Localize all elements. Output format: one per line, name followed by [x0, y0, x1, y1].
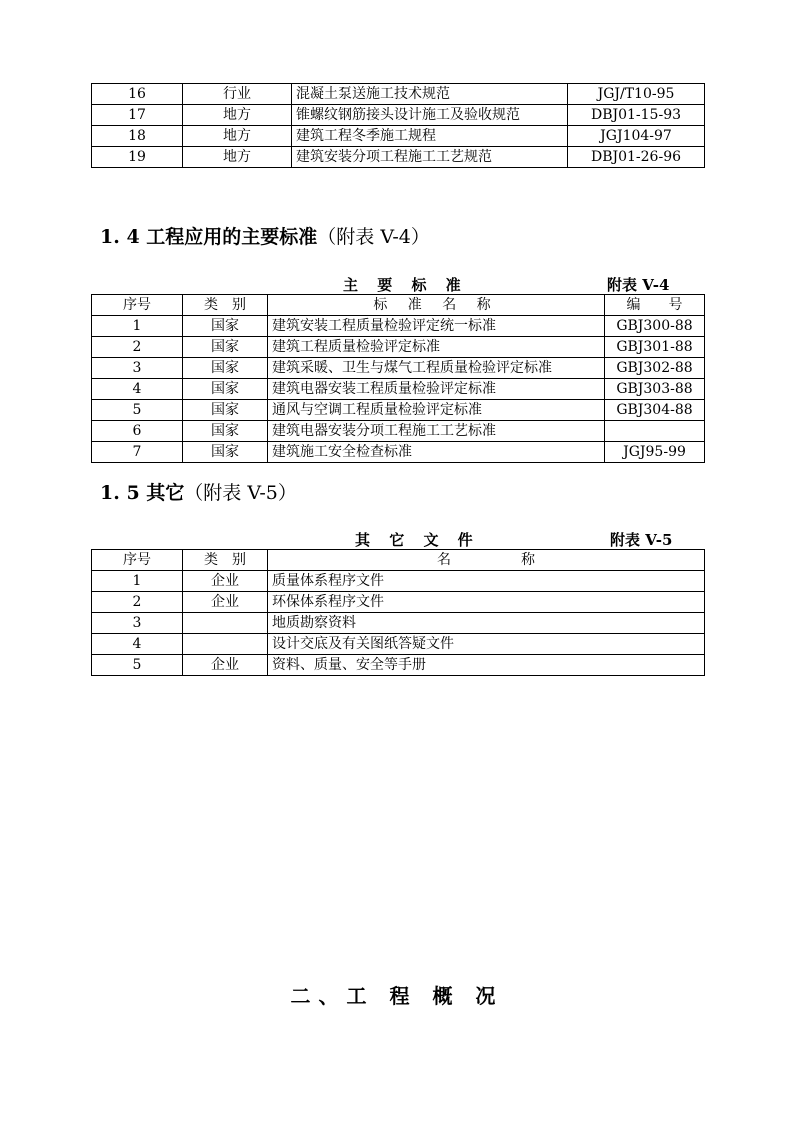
table-row: [92, 358, 705, 379]
section-heading-text: 1. 5 其它: [100, 482, 185, 504]
cell-no: 2: [92, 592, 183, 613]
table-row: [92, 442, 705, 463]
cell-no: 1: [92, 571, 183, 592]
cell-name: 地质勘察资料: [268, 613, 705, 634]
cell-category: 地方: [183, 126, 292, 147]
cell-no: 7: [92, 442, 183, 463]
table-row: [92, 337, 705, 358]
header-name: 名 称: [268, 550, 705, 571]
cell-no: 18: [92, 126, 183, 147]
cell-category: 国家: [183, 337, 268, 358]
table-row: [92, 613, 705, 634]
cell-category: 国家: [183, 358, 268, 379]
cell-no: 5: [92, 400, 183, 421]
cell-category: 地方: [183, 105, 292, 126]
cell-name: 质量体系程序文件: [268, 571, 705, 592]
header-code: 编 号: [605, 295, 705, 316]
section-heading-1-5: [100, 478, 297, 505]
cell-no: 4: [92, 634, 183, 655]
section-heading-text: 1. 4 工程应用的主要标准: [100, 226, 318, 248]
cell-no: 6: [92, 421, 183, 442]
cell-no: 5: [92, 655, 183, 676]
cell-no: 3: [92, 613, 183, 634]
table-row: [92, 126, 705, 147]
table-caption-title: 其 它 文 件: [355, 531, 480, 549]
cell-name: 建筑施工安全检查标准: [268, 442, 605, 463]
cell-code: DBJ01-15-93: [568, 105, 705, 126]
cell-category: 国家: [183, 379, 268, 400]
cell-category: 国家: [183, 400, 268, 421]
standards-table-continued: [91, 83, 705, 168]
cell-category: [183, 634, 268, 655]
cell-name: 建筑电器安装工程质量检验评定标准: [268, 379, 605, 400]
cell-category: 企业: [183, 571, 268, 592]
cell-name: 建筑安装分项工程施工工艺规范: [292, 147, 568, 168]
cell-code: JGJ104-97: [568, 126, 705, 147]
cell-name: 资料、质量、安全等手册: [268, 655, 705, 676]
cell-name: 设计交底及有关图纸答疑文件: [268, 634, 705, 655]
other-documents-table: [91, 549, 705, 676]
table-row: [92, 421, 705, 442]
cell-no: 4: [92, 379, 183, 400]
table-row: [92, 592, 705, 613]
header-category: 类 别: [183, 295, 268, 316]
cell-code: JGJ95-99: [605, 442, 705, 463]
header-no: 序号: [92, 295, 183, 316]
header-category: 类 别: [183, 550, 268, 571]
cell-category: 国家: [183, 316, 268, 337]
table-caption-title: 主 要 标 准: [343, 276, 468, 294]
cell-code: DBJ01-26-96: [568, 147, 705, 168]
table-row: [92, 105, 705, 126]
cell-no: 2: [92, 337, 183, 358]
table-row: [92, 634, 705, 655]
cell-code: GBJ304-88: [605, 400, 705, 421]
cell-no: 3: [92, 358, 183, 379]
cell-code: GBJ303-88: [605, 379, 705, 400]
section-heading-1-4: [100, 222, 430, 249]
cell-no: 17: [92, 105, 183, 126]
header-name: 标 准 名 称: [268, 295, 605, 316]
cell-category: 企业: [183, 592, 268, 613]
cell-name: 建筑工程冬季施工规程: [292, 126, 568, 147]
cell-no: 1: [92, 316, 183, 337]
cell-code: GBJ302-88: [605, 358, 705, 379]
table-row: [92, 84, 705, 105]
table-caption-tag: 附表 V-5: [610, 531, 673, 549]
cell-code: JGJ/T10-95: [568, 84, 705, 105]
cell-code: GBJ300-88: [605, 316, 705, 337]
cell-category: 国家: [183, 421, 268, 442]
cell-name: 建筑采暖、卫生与煤气工程质量检验评定标准: [268, 358, 605, 379]
table-row: [92, 655, 705, 676]
table-row: [92, 316, 705, 337]
table-row: [92, 571, 705, 592]
cell-name: 环保体系程序文件: [268, 592, 705, 613]
cell-category: 国家: [183, 442, 268, 463]
cell-name: 混凝土泵送施工技术规范: [292, 84, 568, 105]
cell-code: [605, 421, 705, 442]
main-standards-table: [91, 294, 705, 463]
table-row: [92, 379, 705, 400]
cell-code: GBJ301-88: [605, 337, 705, 358]
table-caption-tag: 附表 V-4: [607, 276, 670, 294]
chapter-title: 二、工 程 概 况: [290, 984, 504, 1008]
cell-category: 地方: [183, 147, 292, 168]
cell-category: [183, 613, 268, 634]
table-header-row: [92, 550, 705, 571]
table-header-row: [92, 295, 705, 316]
section-heading-paren: （附表 V-4）: [317, 226, 430, 248]
cell-no: 16: [92, 84, 183, 105]
cell-name: 建筑安装工程质量检验评定统一标准: [268, 316, 605, 337]
cell-category: 行业: [183, 84, 292, 105]
section-heading-paren: （附表 V-5）: [184, 482, 297, 504]
cell-no: 19: [92, 147, 183, 168]
header-no: 序号: [92, 550, 183, 571]
cell-name: 锥螺纹钢筋接头设计施工及验收规范: [292, 105, 568, 126]
cell-name: 建筑工程质量检验评定标准: [268, 337, 605, 358]
cell-name: 建筑电器安装分项工程施工工艺标准: [268, 421, 605, 442]
table-row: [92, 147, 705, 168]
cell-name: 通风与空调工程质量检验评定标准: [268, 400, 605, 421]
cell-category: 企业: [183, 655, 268, 676]
table-row: [92, 400, 705, 421]
